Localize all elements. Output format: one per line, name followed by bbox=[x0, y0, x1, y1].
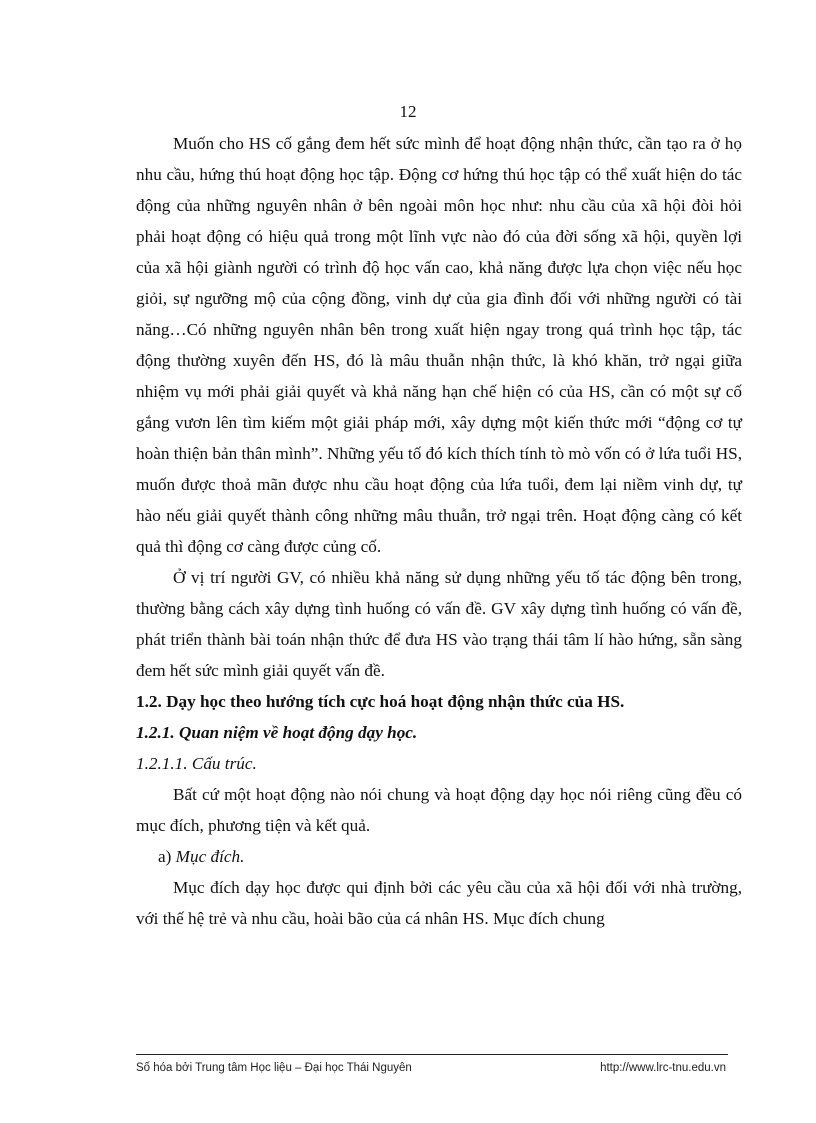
section-heading-1-2-1-1: 1.2.1.1. Cấu trúc. bbox=[136, 754, 257, 773]
footer-url: http://www.lrc-tnu.edu.vn bbox=[600, 1062, 726, 1074]
footer-divider bbox=[136, 1054, 728, 1055]
paragraph-teacher-role: Ở vị trí người GV, có nhiều khả năng sử dụng những yếu tố tác động bên trong, thường bằng cách xây dựng tình huống có vấn đề. GV xây dựng tình huống có vấn đề, phát triển thành bài toán nhận thức để đưa HS vào trạng thái tâm lí hào hứng, sẵn sàng đem hết sức mình giải quyết vấn đề. bbox=[136, 568, 742, 680]
list-item-purpose-label: a) Mục đích. bbox=[158, 847, 245, 866]
paragraph-structure: Bất cứ một hoạt động nào nói chung và hoạt động dạy học nói riêng cũng đều có mục đích, phương tiện và kết quả. bbox=[136, 785, 742, 835]
list-item-purpose bbox=[136, 841, 742, 872]
section-heading-1-2: 1.2. Dạy học theo hướng tích cực hoá hoạt động nhận thức của HS. bbox=[136, 692, 625, 711]
document-body bbox=[136, 128, 742, 934]
footer-source: Số hóa bởi Trung tâm Học liệu – Đại học Thái Nguyên bbox=[136, 1062, 412, 1074]
paragraph-motivation: Muốn cho HS cố gắng đem hết sức mình để hoạt động nhận thức, cần tạo ra ở họ nhu cầu, hứng thú hoạt động học tập. Động cơ hứng thú học tập có thể xuất hiện do tác động của những nguyên nhân ở bên ngoài môn học như: nhu cầu của xã hội đòi hỏi phải hoạt động có hiệu quả trong một lĩnh vực nào đó của đời sống xã hội, quyền lợi của xã hội giành người có trình độ học vấn cao, khả năng được lựa chọn việc nếu học giỏi, sự ngưỡng mộ của cộng đồng, vinh dự của gia đình đối với những người có tài năng…Có những nguyên nhân bên trong xuất hiện ngay trong quá trình học tập, tác động thường xuyên đến HS, đó là mâu thuẫn nhận thức, là khó khăn, trở ngại giữa nhiệm vụ mới phải giải quyết và khả năng hạn chế hiện có của HS, cần có một sự cố gắng vươn lên tìm kiếm một giải pháp mới, xây dựng một kiến thức mới “động cơ tự hoàn thiện bản thân mình”. Những yếu tố đó kích thích tính tò mò vốn có ở lứa tuổi HS, muốn được thoả mãn được nhu cầu hoạt động của lứa tuổi, đem lại niềm vinh dự, tự hào nếu giải quyết thành công những mâu thuẫn, trở ngại trên. Hoạt động càng có kết quả thì động cơ càng được củng cố. bbox=[136, 134, 742, 556]
paragraph-purpose: Mục đích dạy học được qui định bởi các yêu cầu của xã hội đối với nhà trường, với thế hệ trẻ và nhu cầu, hoài bão của cá nhân HS. Mục đích chung bbox=[136, 878, 742, 928]
section-heading-1-2-1: 1.2.1. Quan niệm về hoạt động dạy học. bbox=[136, 723, 418, 742]
page-number: 12 bbox=[399, 102, 417, 121]
